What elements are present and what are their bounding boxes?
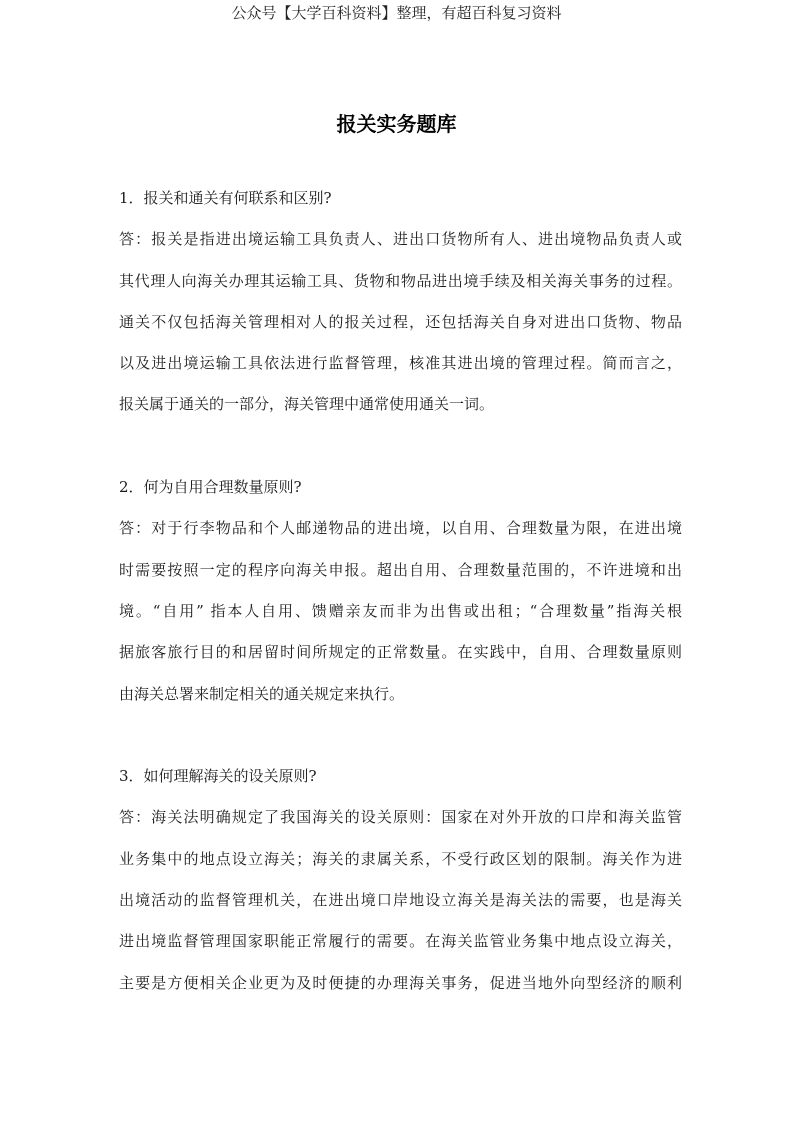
answer-line: 出境活动的监督管理机关，在进出境口岸地设立海关是海关法的需要，也是海关: [119, 891, 682, 910]
answer-line: 由海关总署来制定相关的通关规定来执行。: [119, 684, 405, 703]
answer-line: 其代理人向海关办理其运输工具、货物和物品进出境手续及相关海关事务的过程。: [119, 271, 682, 290]
question-section-2: [119, 475, 682, 723]
answer-line: 通关不仅包括海关管理相对人的报关过程，还包括海关自身对进出口货物、物品: [119, 312, 682, 331]
answer-line: 答：对于行李物品和个人邮递物品的进出境，以自用、合理数量为限，在进出境: [119, 519, 682, 538]
answer-line: 以及进出境运输工具依法进行监督管理，核准其进出境的管理过程。简而言之，: [119, 354, 682, 373]
answer-line: 据旅客旅行目的和居留时间所规定的正常数量。在实践中，自用、合理数量原则: [119, 643, 682, 662]
document-body: [119, 186, 682, 1012]
answer-line: 答：海关法明确规定了我国海关的设关原则：国家在对外开放的口岸和海关监管: [119, 808, 682, 827]
answer-line: 主要是方便相关企业更为及时便捷的办理海关事务，促进当地外向型经济的顺利: [119, 973, 682, 992]
question-heading: 1．报关和通关有何联系和区别?: [119, 189, 332, 207]
answer-line: 报关属于通关的一部分，海关管理中通常使用通关一词。: [119, 395, 495, 414]
question-heading: 3．如何理解海关的设关原则?: [119, 767, 317, 786]
answer-line: 答：报关是指进出境运输工具负责人、进出口货物所有人、进出境物品负责人或: [119, 230, 682, 249]
question-heading: 2．何为自用合理数量原则?: [119, 478, 302, 497]
question-section-1: [119, 186, 682, 434]
answer-line: 境。“自用” 指本人自用、馈赠亲友而非为出售或出租；“合理数量”指海关根: [119, 601, 682, 620]
page-header-watermark: 公众号【大学百科资料】整理，有超百科复习资料: [231, 4, 562, 22]
document-title: 报关实务题库: [336, 112, 457, 136]
answer-line: 进出境监督管理国家职能正常履行的需要。在海关监管业务集中地点设立海关，: [119, 932, 682, 951]
answer-line: 时需要按照一定的程序向海关申报。超出自用、合理数量范围的，不许进境和出: [119, 560, 682, 579]
answer-line: 业务集中的地点设立海关；海关的隶属关系，不受行政区划的限制。海关作为进: [119, 849, 682, 868]
question-section-3: [119, 764, 682, 1012]
